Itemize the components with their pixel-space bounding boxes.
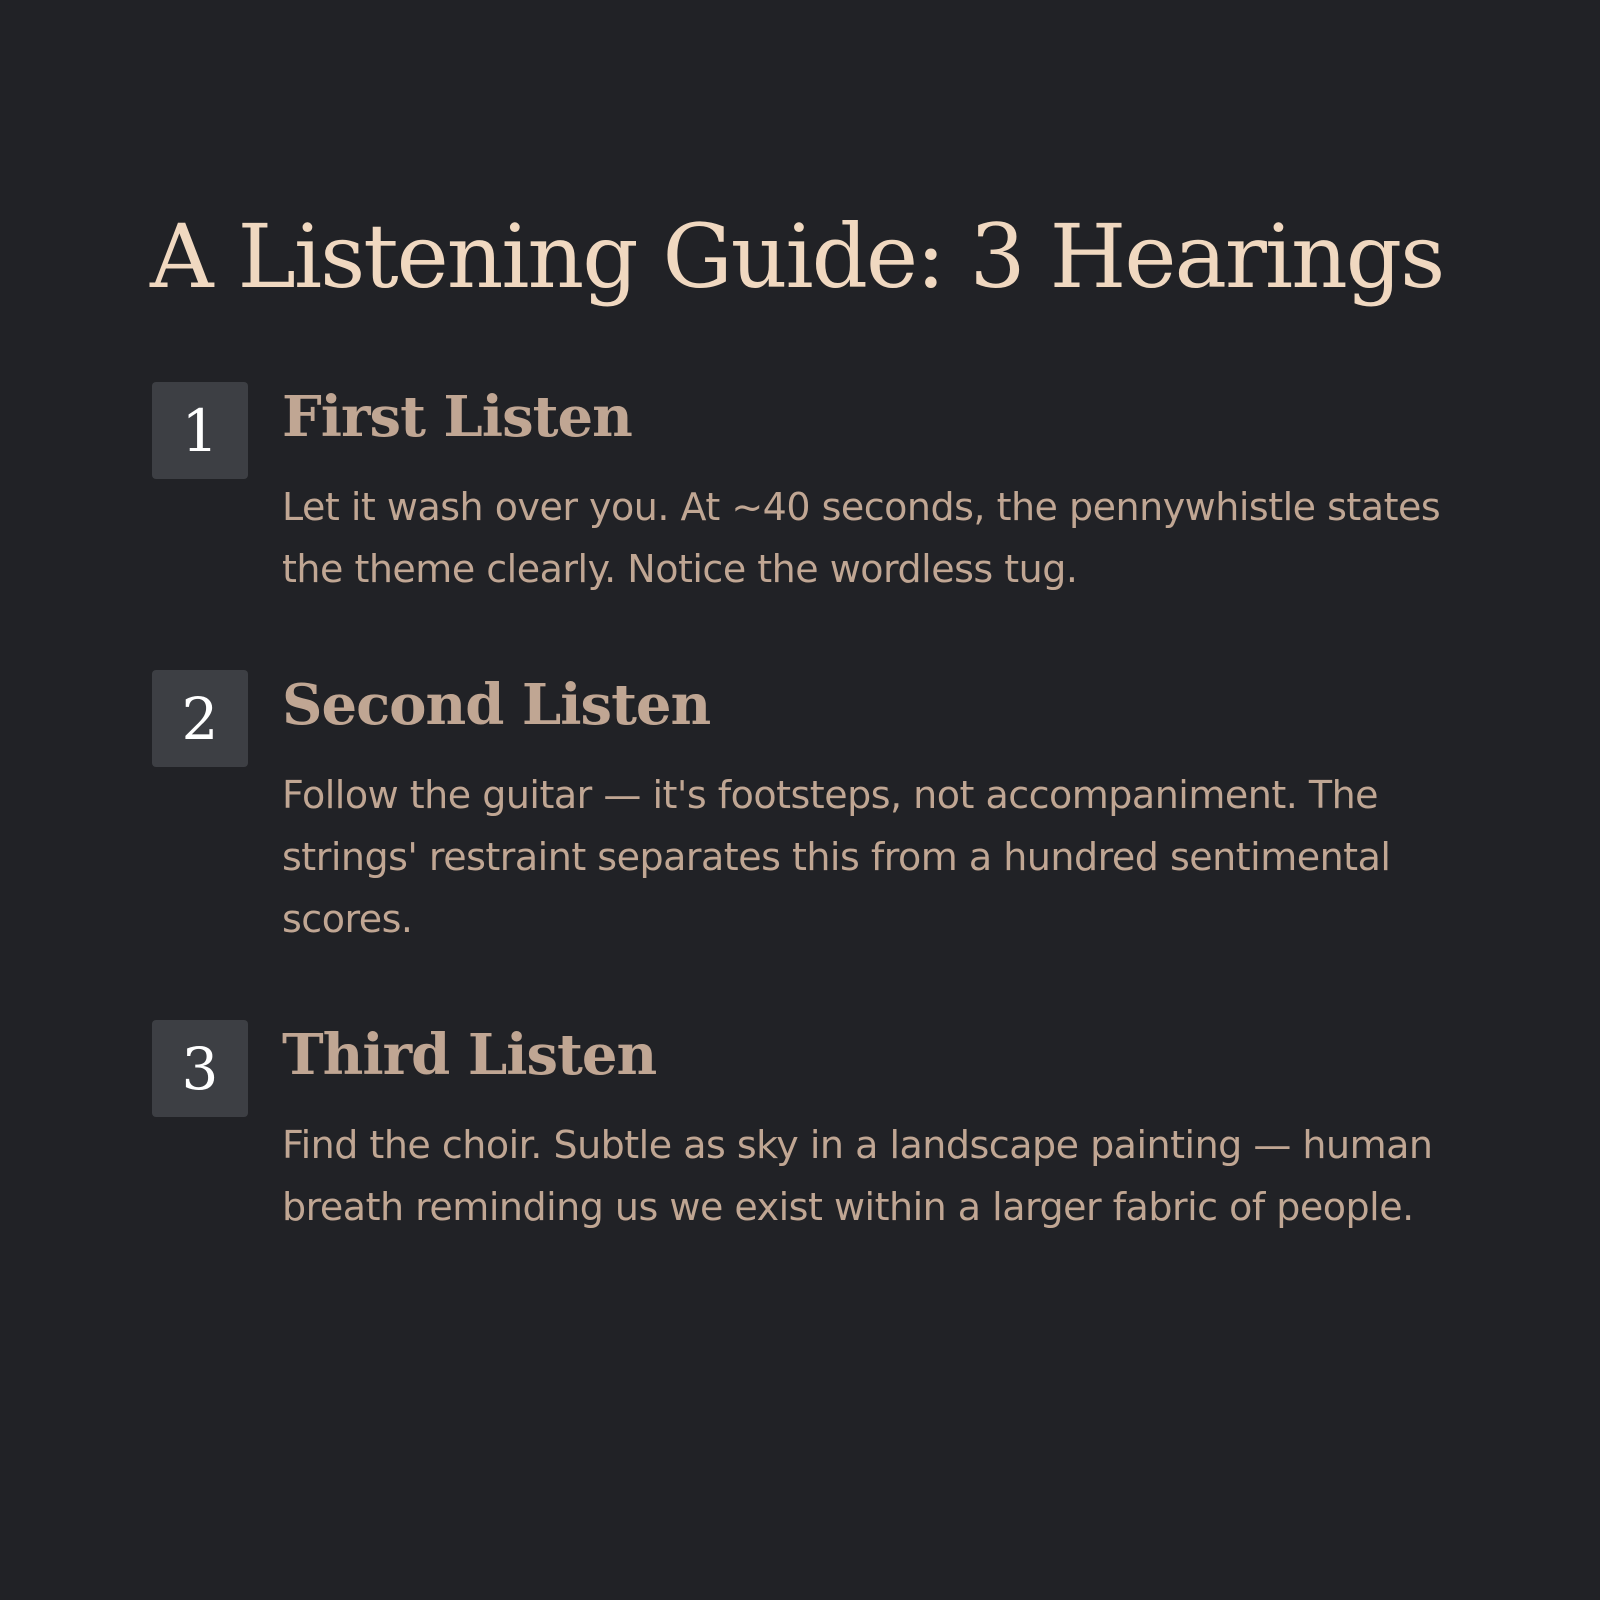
step-description: Find the choir. Subtle as sky in a landscape painting — human breath reminding us we exist within a larger fabric of people. bbox=[282, 1123, 1433, 1230]
step-description: Let it wash over you. At ~40 seconds, the pennywhistle states the theme clearly. Notice the wordless tug. bbox=[282, 485, 1441, 592]
step-item-3 bbox=[150, 1020, 1450, 1238]
steps-list bbox=[150, 382, 1450, 1238]
step-item-1 bbox=[150, 382, 1450, 600]
step-number-badge: 1 bbox=[152, 382, 248, 479]
step-title: Third Listen bbox=[282, 1022, 657, 1089]
step-title: Second Listen bbox=[282, 672, 711, 739]
page-title: A Listening Guide: 3 Hearings bbox=[150, 205, 1444, 308]
step-item-2 bbox=[150, 670, 1450, 950]
step-description: Follow the guitar — it's footsteps, not accompaniment. The strings' restraint separates this from a hundred sentimental scores. bbox=[282, 773, 1391, 942]
listening-guide bbox=[150, 200, 1450, 1308]
step-title: First Listen bbox=[282, 384, 632, 451]
step-number-badge: 3 bbox=[152, 1020, 248, 1117]
step-number-badge: 2 bbox=[152, 670, 248, 767]
